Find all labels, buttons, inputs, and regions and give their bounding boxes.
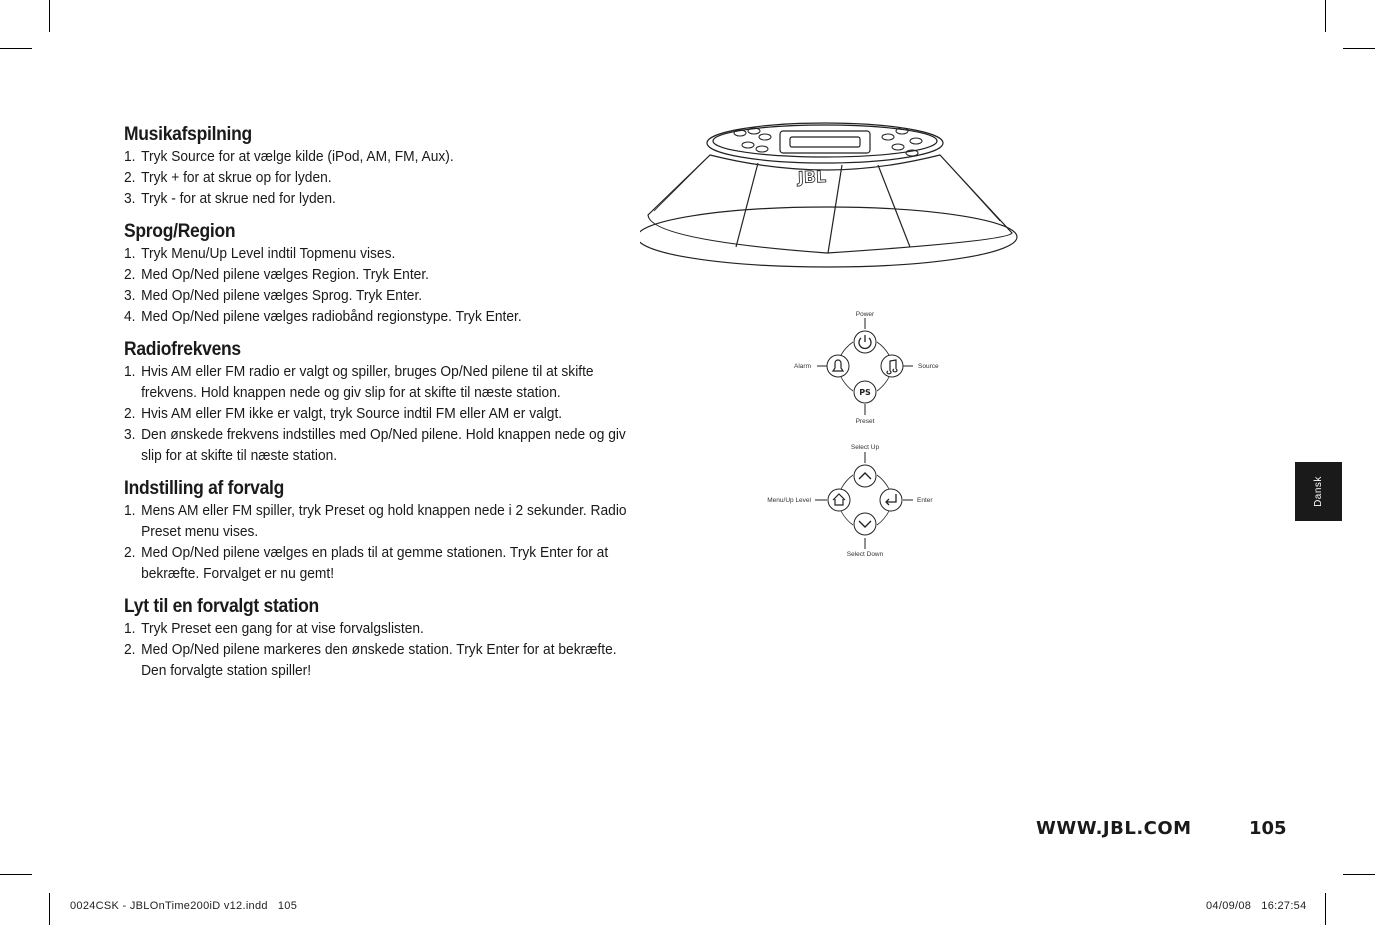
footer-url: WWW.JBL.COM bbox=[1036, 818, 1192, 839]
instruction-list bbox=[124, 147, 654, 210]
item-text: Hvis AM eller FM ikke er valgt, tryk Source indtil FM eller AM er valgt. bbox=[141, 406, 563, 422]
device-illustration bbox=[640, 115, 1025, 280]
list-item bbox=[124, 640, 628, 682]
crop-mark bbox=[1343, 48, 1375, 49]
item-text: Med Op/Ned pilene vælges en plads til at gemme stationen. Tryk Enter for at bekræfte. Forvalget er nu gemt! bbox=[141, 545, 609, 582]
home-icon bbox=[833, 494, 845, 505]
item-text: Med Op/Ned pilene vælges radiobånd regionstype. Tryk Enter. bbox=[141, 309, 522, 325]
crop-mark bbox=[1325, 0, 1326, 32]
list-item bbox=[124, 362, 628, 404]
grille-line bbox=[654, 155, 710, 211]
item-text: Med Op/Ned pilene markeres den ønskede station. Tryk Enter for at bekræfte. Den forvalgte station spiller! bbox=[141, 642, 617, 679]
language-tab-label: Dansk bbox=[1312, 476, 1324, 507]
item-text: Tryk + for at skrue op for lyden. bbox=[141, 170, 332, 186]
top-button bbox=[742, 142, 754, 148]
page-number: 105 bbox=[1249, 818, 1287, 839]
list-item bbox=[124, 307, 628, 328]
item-number: 1. bbox=[124, 621, 136, 637]
section-title: Musikafspilning bbox=[124, 124, 252, 145]
enter-label: Enter bbox=[917, 497, 933, 504]
item-text: Tryk Preset een gang for at vise forvalgslisten. bbox=[141, 621, 424, 637]
section-listen-preset bbox=[124, 596, 654, 682]
button-diagram-bottom bbox=[760, 438, 970, 563]
instruction-list bbox=[124, 619, 654, 682]
language-tab bbox=[1295, 462, 1342, 521]
section-title: Indstilling af forvalg bbox=[124, 478, 285, 499]
grille-line bbox=[878, 165, 910, 247]
preset-icon: PS bbox=[859, 388, 871, 397]
item-number: 2. bbox=[124, 170, 136, 186]
crop-mark bbox=[49, 0, 50, 32]
item-number: 3. bbox=[124, 191, 136, 207]
section-title: Lyt til en forvalgt station bbox=[124, 596, 319, 617]
top-button bbox=[892, 144, 904, 150]
crop-mark bbox=[0, 48, 32, 49]
menu-up-level-label: Menu/Up Level bbox=[767, 497, 811, 504]
section-preset-setting bbox=[124, 478, 654, 585]
crop-mark bbox=[1343, 874, 1375, 875]
item-text: Tryk Menu/Up Level indtil Topmenu vises. bbox=[141, 246, 396, 262]
instruction-list bbox=[124, 244, 654, 328]
preset-label: Preset bbox=[855, 418, 875, 425]
power-label: Power bbox=[855, 311, 875, 318]
instructions-column bbox=[124, 124, 654, 693]
list-item bbox=[124, 168, 628, 189]
top-button bbox=[756, 146, 768, 152]
item-number: 2. bbox=[124, 406, 136, 422]
device-logo: JBL bbox=[797, 167, 827, 187]
item-number: 1. bbox=[124, 364, 136, 380]
music-note-icon bbox=[887, 360, 897, 374]
list-item bbox=[124, 619, 628, 640]
grille-line bbox=[736, 163, 758, 247]
list-item bbox=[124, 265, 628, 286]
select-down-label: Select Down bbox=[846, 551, 884, 558]
enter-icon bbox=[886, 494, 896, 505]
select-up-button[interactable] bbox=[854, 465, 876, 487]
section-title: Radiofrekvens bbox=[124, 339, 241, 360]
top-button bbox=[759, 134, 771, 140]
item-text: Tryk - for at skrue ned for lyden. bbox=[141, 191, 336, 207]
crop-mark bbox=[0, 874, 32, 875]
list-item bbox=[124, 189, 628, 210]
section-language-region bbox=[124, 221, 654, 328]
section-title: Sprog/Region bbox=[124, 221, 236, 242]
top-button bbox=[882, 134, 894, 140]
list-item bbox=[124, 425, 628, 467]
crop-mark bbox=[49, 893, 50, 925]
instruction-list bbox=[124, 362, 654, 467]
list-item bbox=[124, 147, 628, 168]
item-text: Tryk Source for at vælge kilde (iPod, AM, FM, Aux). bbox=[141, 149, 454, 165]
top-button bbox=[910, 138, 922, 144]
item-number: 2. bbox=[124, 642, 136, 658]
list-item bbox=[124, 404, 628, 425]
item-text: Hvis AM eller FM radio er valgt og spiller, bruges Op/Ned pilene til at skifte frekvens. Hold knappen nede og giv slip for at skifte til næste station. bbox=[141, 364, 594, 401]
item-text: Den ønskede frekvens indstilles med Op/Ned pilene. Hold knappen nede og giv slip for at skifte til næste station. bbox=[141, 427, 626, 464]
source-button[interactable] bbox=[881, 355, 903, 377]
item-number: 1. bbox=[124, 246, 136, 262]
item-number: 3. bbox=[124, 427, 136, 443]
select-up-label: Select Up bbox=[850, 444, 880, 451]
instruction-list bbox=[124, 501, 654, 585]
item-number: 2. bbox=[124, 545, 136, 561]
list-item bbox=[124, 501, 628, 543]
alarm-button[interactable] bbox=[827, 355, 849, 377]
dock-connector bbox=[790, 137, 860, 147]
dpad-outline bbox=[841, 342, 889, 391]
item-text: Mens AM eller FM spiller, tryk Preset og hold knappen nede i 2 sekunder. Radio Preset menu vises. bbox=[141, 503, 627, 540]
item-number: 1. bbox=[124, 503, 136, 519]
device-top-inner bbox=[713, 125, 937, 157]
chevron-up-icon bbox=[859, 473, 871, 479]
button-diagram-top bbox=[775, 305, 955, 430]
list-item bbox=[124, 543, 628, 585]
dock-slot bbox=[780, 131, 870, 153]
section-music-playback bbox=[124, 124, 654, 210]
section-radio-frequency bbox=[124, 339, 654, 467]
item-number: 2. bbox=[124, 267, 136, 283]
device-base-ring bbox=[640, 207, 1017, 267]
item-text: Med Op/Ned pilene vælges Sprog. Tryk Enter. bbox=[141, 288, 423, 304]
list-item bbox=[124, 244, 628, 265]
item-number: 1. bbox=[124, 149, 136, 165]
item-text: Med Op/Ned pilene vælges Region. Tryk Enter. bbox=[141, 267, 429, 283]
crop-mark bbox=[1325, 893, 1326, 925]
menu-up-level-button[interactable] bbox=[828, 489, 850, 511]
grille-line bbox=[940, 155, 1000, 221]
dpad-outline bbox=[841, 475, 889, 525]
item-number: 4. bbox=[124, 309, 136, 325]
list-item bbox=[124, 286, 628, 307]
alarm-label: Alarm bbox=[794, 363, 811, 370]
item-number: 3. bbox=[124, 288, 136, 304]
source-label: Source bbox=[918, 363, 939, 370]
power-icon bbox=[859, 335, 871, 348]
select-down-button[interactable] bbox=[854, 513, 876, 535]
print-slug-date: 04/09/08 16:27:54 bbox=[1206, 900, 1307, 912]
enter-button[interactable] bbox=[880, 489, 902, 511]
print-slug-file: 0024CSK - JBLOnTime200iD v12.indd 105 bbox=[70, 900, 298, 912]
grille-line bbox=[828, 165, 842, 253]
bell-icon bbox=[833, 360, 843, 371]
chevron-down-icon bbox=[859, 521, 871, 527]
